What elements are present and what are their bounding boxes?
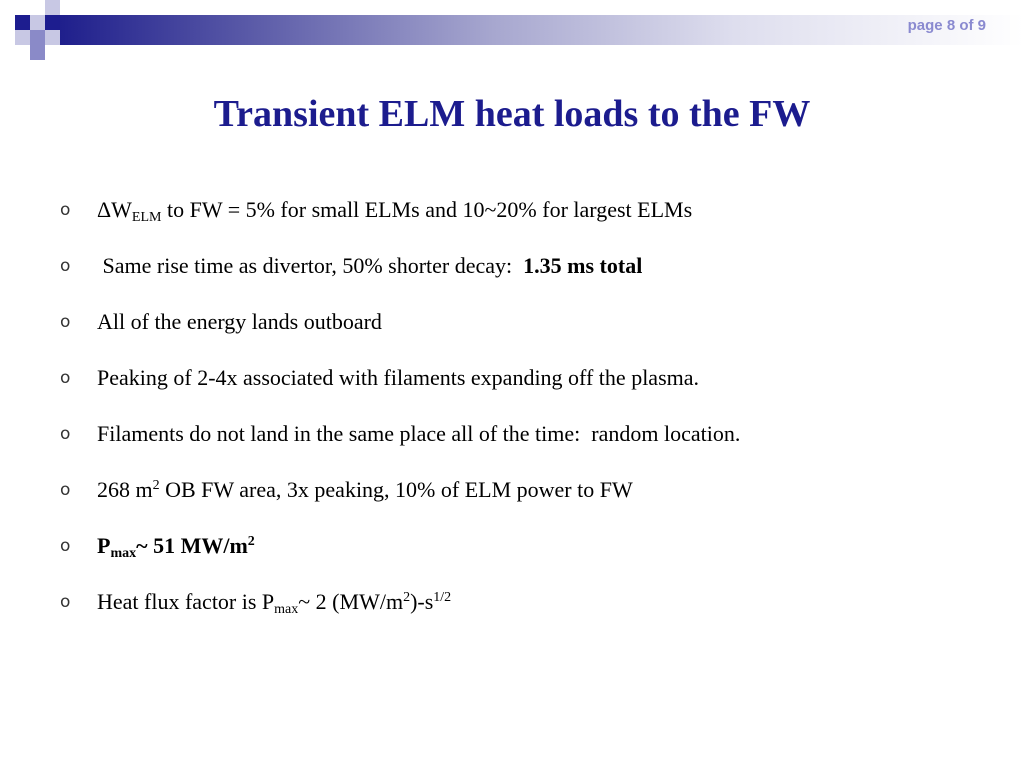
header-decoration (0, 0, 1024, 64)
bullet-text: All of the energy lands outboard (97, 309, 382, 334)
deco-square (15, 30, 30, 45)
bullet-marker-icon: o (60, 592, 71, 612)
list-item (60, 306, 1000, 362)
bullet-marker-icon: o (60, 312, 71, 332)
bullet-text: $P_{max}\sim$ 51 $MW/m^2$ (97, 533, 255, 561)
bullet-marker-icon: o (60, 200, 71, 220)
list-item (60, 474, 1000, 530)
bullet-text: Filaments do not land in the same place all of the time: random location. (97, 421, 741, 446)
bullet-text: Peaking of 2-4x associated with filaments expanding off the plasma. (97, 365, 700, 390)
deco-square (45, 30, 60, 45)
page-indicator: page 8 of 9 (907, 17, 986, 34)
bullet-marker-icon: o (60, 368, 71, 388)
bullet-list (60, 194, 1000, 642)
deco-square (45, 15, 60, 30)
deco-square (30, 45, 45, 60)
bullet-marker-icon: o (60, 536, 71, 556)
list-item (60, 530, 1000, 586)
bullet-marker-icon: o (60, 480, 71, 500)
slide-title: Transient ELM heat loads to the FW (213, 93, 811, 135)
bullet-text: Heat flux factor is $P_{max}\sim$ 2 $(MW/m^2)-s^{1/2}$ (97, 589, 452, 617)
bullet-text: 268 $m^2$ OB FW area, 3x peaking, 10% of ELM power to FW (97, 477, 633, 502)
deco-square (30, 15, 45, 30)
deco-square (30, 30, 45, 45)
header-gradient-bar (60, 15, 1024, 45)
list-item (60, 586, 1000, 642)
list-item (60, 362, 1000, 418)
deco-square (45, 0, 60, 15)
list-item (60, 250, 1000, 306)
bullet-text: Same rise time as divertor, 50% shorter decay: 1.35 ms total (97, 253, 643, 278)
bullet-marker-icon: o (60, 256, 71, 276)
list-item (60, 194, 1000, 250)
bullet-marker-icon: o (60, 424, 71, 444)
bullet-text: $\Delta W_{ELM}$ to FW = 5% for small ELMs and 10~20% for largest ELMs (97, 197, 693, 225)
list-item (60, 418, 1000, 474)
deco-square (15, 15, 30, 30)
